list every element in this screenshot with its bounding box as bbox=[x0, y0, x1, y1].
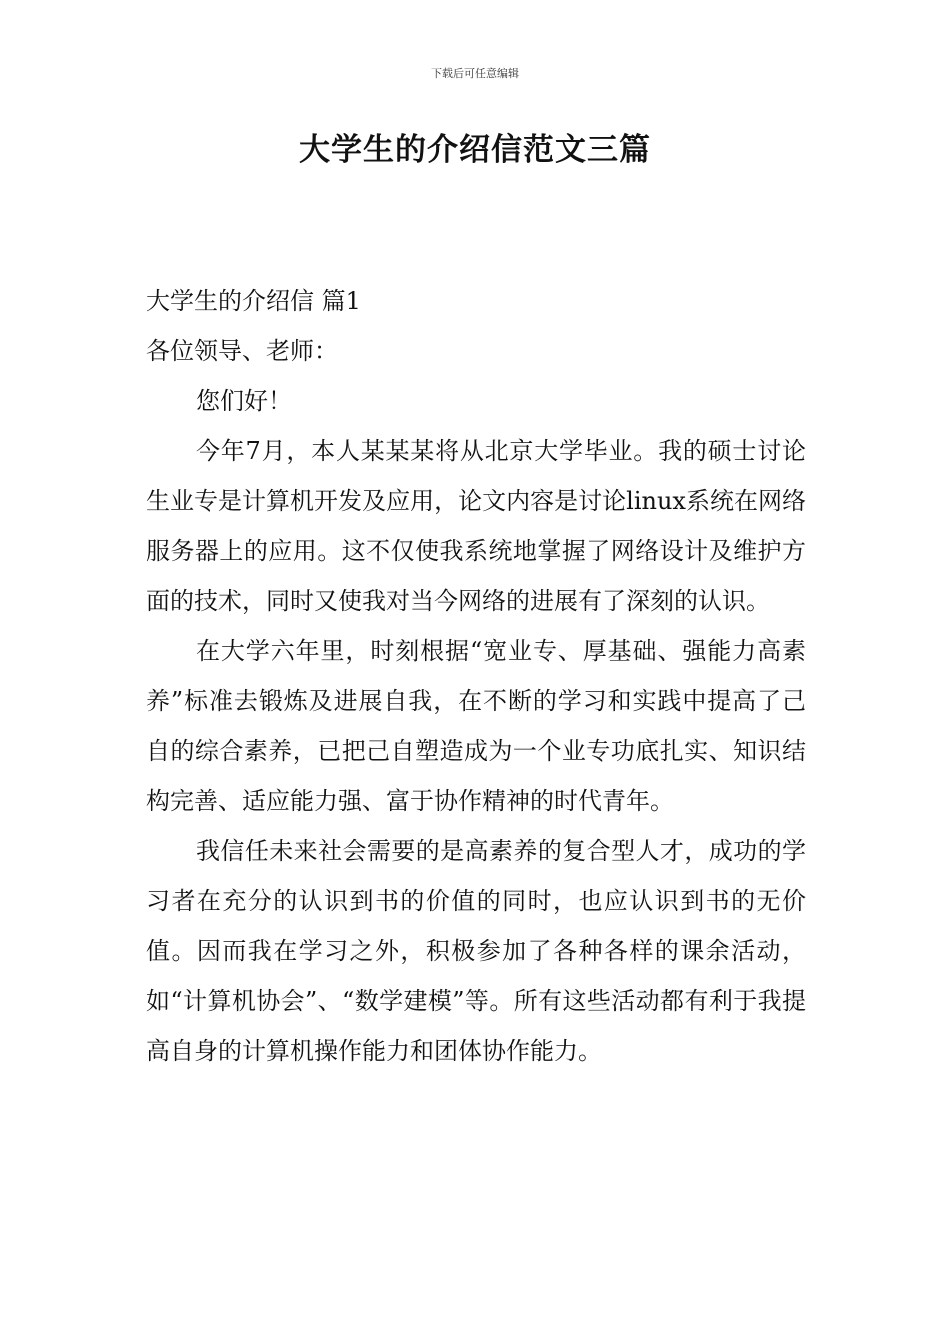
paragraph: 今年7月，本人某某某将从北京大学毕业。我的硕士讨论生业专是计算机开发及应用，论文内容是讨论linux系统在网络服务器上的应用。这不仅使我系统地掌握了网络设计及维护方面的技术，同时又使我对当今网络的进展有了深刻的认识。 bbox=[146, 437, 806, 615]
greeting: 您们好！ bbox=[196, 387, 292, 415]
salutation: 各位领导、老师： bbox=[146, 337, 338, 365]
section-heading: 大学生的介绍信 篇1 bbox=[146, 287, 361, 315]
letter-body bbox=[146, 276, 806, 1076]
paragraph: 在大学六年里，时刻根据“宽业专、厚基础、强能力高素养”标准去锻炼及进展自我，在不断的学习和实践中提高了己自的综合素养，已把己自塑造成为一个业专功底扎实、知识结构完善、适应能力强、富于协作精神的时代青年。 bbox=[146, 637, 806, 815]
header-note: 下载后可任意编辑 bbox=[431, 67, 519, 80]
document-title: 大学生的介绍信范文三篇 bbox=[299, 132, 651, 168]
paragraph: 我信任未来社会需要的是高素养的复合型人才，成功的学习者在充分的认识到书的价值的同时，也应认识到书的无价值。因而我在学习之外，积极参加了各种各样的课余活动，如“计算机协会”、“数学建模”等。所有这些活动都有利于我提高自身的计算机操作能力和团体协作能力。 bbox=[146, 837, 806, 1065]
